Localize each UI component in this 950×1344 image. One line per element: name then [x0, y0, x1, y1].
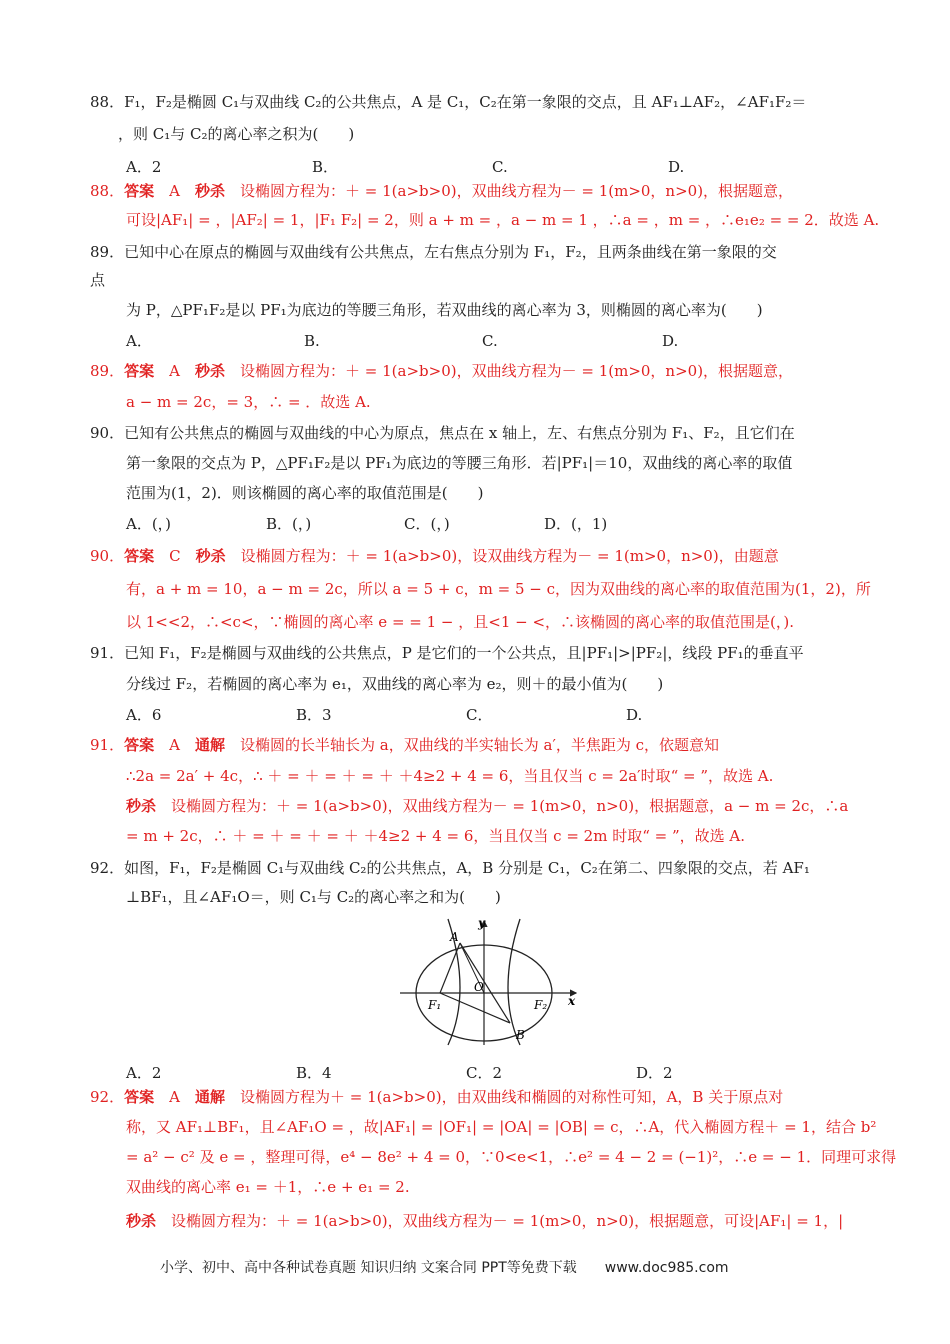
answer-92-line-2: 称，又 AF₁⊥BF₁，且∠AF₁O = ，故|AF₁| = |OF₁| = |OA| = |OB| = c，∴A，代入椭圆方程＋ = 1，结合 b² [126, 1118, 877, 1136]
answer-92-line-3: = a² − c² 及 e = ，整理可得，e⁴ − 8e² + 4 = 0，∵0<e<1，∴e² = 4 − 2 = (−1)²，∴e = − 1．同理可求得 [126, 1148, 897, 1166]
segment-ab [460, 943, 510, 1023]
q88-line-2: ，则 C₁与 C₂的离心率之积为( ) [118, 125, 355, 143]
point-a-label: A [450, 930, 459, 944]
answer-90-line-3: 以 1<<2，∴<c<，∵椭圆的离心率 e = = 1 − ，且<1 − <，∴该椭圆的离心率的取值范围是(，). [126, 613, 795, 631]
answer-92-line-5: 秒杀 设椭圆方程为：＋ = 1(a>b>0)，双曲线方程为－ = 1(m>0，n>0)，根据题意，可设|AF₁| = 1，| [126, 1212, 844, 1230]
option-b: B. [304, 332, 320, 350]
f1-label: F₁ [428, 998, 442, 1012]
q92-line-2: ⊥BF₁，且∠AF₁O＝，则 C₁与 C₂的离心率之和为( ) [126, 888, 501, 906]
answer-90-line-1: 90．答案 C 秒杀 设椭圆方程为：＋ = 1(a>b>0)，设双曲线方程为－ = 1(m>0，n>0)，由题意 [90, 547, 779, 565]
answer-88-line-2: 可设|AF₁| = ，|AF₂| = 1，|F₁ F₂| = 2，则 a + m = ，a − m = 1 ，∴a = ，m = ，∴e₁e₂ = = 2．故选 A. [126, 211, 880, 229]
option-c: C．2 [466, 1064, 503, 1082]
answer-90-line-2: 有，a + m = 10，a − m = 2c，所以 a = 5 + c，m = 5 − c，因为双曲线的离心率的取值范围为(1，2)，所 [126, 580, 871, 598]
q89-line-2: 点 [90, 271, 106, 289]
answer-91-line-3: 秒杀 设椭圆方程为：＋ = 1(a>b>0)，双曲线方程为－ = 1(m>0，n>0)，根据题意，a − m = 2c，∴a [126, 797, 849, 815]
option-c: C．(，) [404, 515, 450, 533]
y-label: y [478, 916, 485, 930]
option-d: D. [668, 158, 685, 176]
option-c: C． [466, 706, 493, 724]
segment-af1 [440, 943, 460, 993]
option-a: A．2 [126, 1064, 162, 1082]
option-d: D. [662, 332, 679, 350]
answer-91-line-4: = m + 2c，∴ ＋ = ＋ = ＋ = ＋ ＋4≥2 + 4 = 6，当且仅当 c = 2m 时取“ = ”，故选 A. [126, 827, 746, 845]
option-a: A． [126, 332, 152, 350]
q92-line-1: 92．如图，F₁，F₂是椭圆 C₁与双曲线 C₂的公共焦点，A，B 分别是 C₁，C₂在第二、四象限的交点，若 AF₁ [90, 859, 810, 877]
answer-89-line-1: 89．答案 A 秒杀 设椭圆方程为：＋ = 1(a>b>0)，双曲线方程为－ = 1(m>0，n>0)，根据题意， [90, 362, 794, 380]
f2-label: F₂ [534, 998, 548, 1012]
ellipse-hyperbola-figure [398, 915, 590, 1047]
option-b: B． [312, 158, 339, 176]
answer-92-line-1: 92．答案 A 通解 设椭圆方程为＋ = 1(a>b>0)，由双曲线和椭圆的对称性可知，A，B 关于原点对 [90, 1088, 784, 1106]
hyperbola-right-branch [508, 919, 520, 1045]
q90-line-2: 第一象限的交点为 P，△PF₁F₂是以 PF₁为底边的等腰三角形．若|PF₁|＝10，双曲线的离心率的取值 [126, 454, 793, 472]
option-d: D．(，1) [544, 515, 608, 533]
answer-88-line-1: 88．答案 A 秒杀 设椭圆方程为：＋ = 1(a>b>0)，双曲线方程为－ = 1(m>0，n>0)，根据题意， [90, 182, 794, 200]
q90-line-3: 范围为(1，2)．则该椭圆的离心率的取值范围是( ) [126, 484, 484, 502]
segment-bf1 [440, 993, 510, 1023]
q91-line-1: 91．已知 F₁，F₂是椭圆与双曲线的公共焦点，P 是它们的一个公共点，且|PF₁|>|PF₂|，线段 PF₁的垂直平 [90, 644, 804, 662]
q91-line-2: 分线过 F₂，若椭圆的离心率为 e₁，双曲线的离心率为 e₂，则＋的最小值为( ) [126, 675, 664, 693]
answer-91-line-1: 91．答案 A 通解 设椭圆的长半轴长为 a，双曲线的半实轴长为 a′，半焦距为 c，依题意知 [90, 736, 720, 754]
origin-label: O [474, 980, 484, 994]
x-label: x [568, 994, 576, 1008]
option-c: C. [482, 332, 498, 350]
q90-line-1: 90．已知有公共焦点的椭圆与双曲线的中心为原点，焦点在 x 轴上，左、右焦点分别为 F₁、F₂，且它们在 [90, 424, 795, 442]
q89-line-3: 为 P，△PF₁F₂是以 PF₁为底边的等腰三角形，若双曲线的离心率为 3，则椭圆的离心率为( ) [126, 301, 763, 319]
option-a: A．2 [126, 158, 162, 176]
option-b: B．4 [296, 1064, 332, 1082]
answer-89-line-2: a − m = 2c，= 3，∴ = ．故选 A. [126, 393, 371, 411]
q89-line-1: 89．已知中心在原点的椭圆与双曲线有公共焦点，左右焦点分别为 F₁，F₂，且两条曲线在第一象限的交 [90, 243, 777, 261]
answer-92-line-4: 双曲线的离心率 e₁ = ＋1，∴e + e₁ = 2. [126, 1178, 410, 1196]
option-d: D. [626, 706, 643, 724]
option-a: A．(，) [126, 515, 172, 533]
option-b: B．3 [296, 706, 332, 724]
option-b: B．(，) [266, 515, 312, 533]
q88-line-1: 88．F₁，F₂是椭圆 C₁与双曲线 C₂的公共焦点，A 是 C₁，C₂在第一象限的交点，且 AF₁⊥AF₂，∠AF₁F₂＝ [90, 93, 807, 111]
option-c: C. [492, 158, 508, 176]
point-b-label: B [516, 1028, 525, 1042]
answer-91-line-2: ∴2a = 2a′ + 4c，∴ ＋ = ＋ = ＋ = ＋ ＋4≥2 + 4 = 6，当且仅当 c = 2a′时取“ = ”，故选 A. [126, 767, 774, 785]
option-a: A．6 [126, 706, 162, 724]
page-footer: 小学、初中、高中各种试卷真题 知识归纳 文案合同 PPT等免费下载 www.doc985.com [160, 1260, 729, 1276]
option-d: D．2 [636, 1064, 673, 1082]
